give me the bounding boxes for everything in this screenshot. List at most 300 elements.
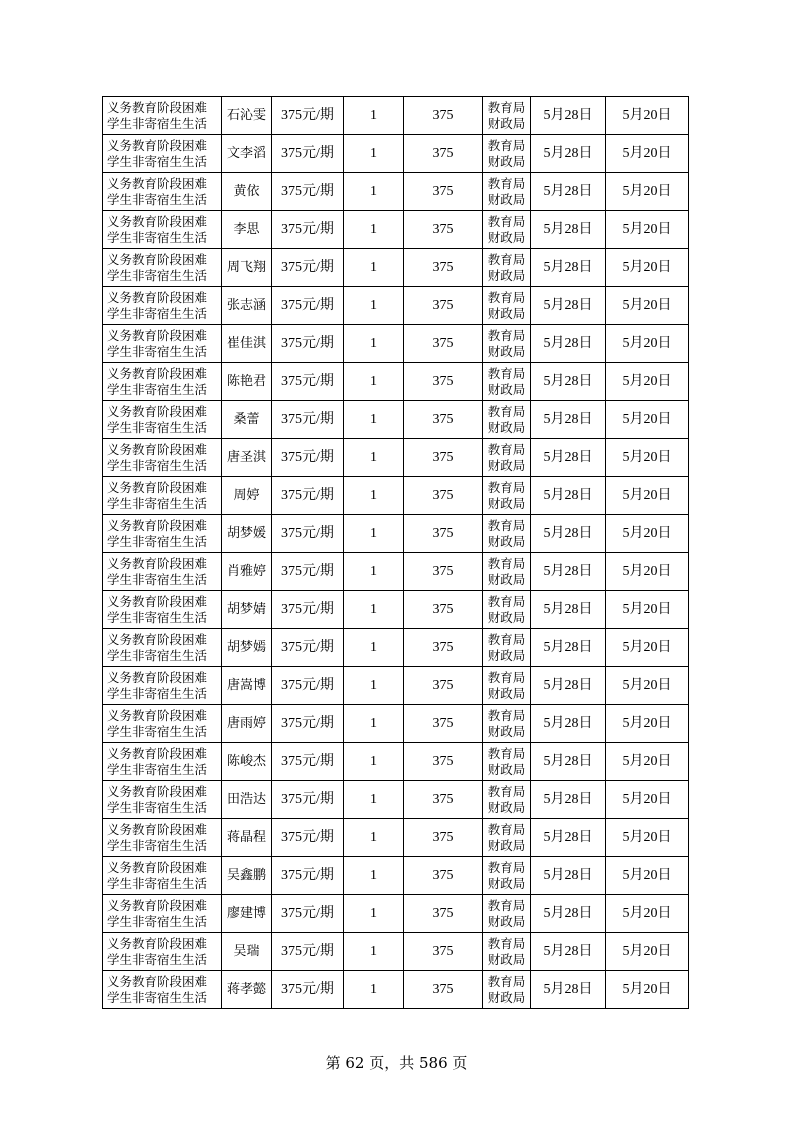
department-cell [483, 933, 531, 971]
department-line-1: 教育局 [487, 631, 526, 647]
amount-cell: 375 [404, 401, 483, 439]
project-cell [103, 933, 222, 971]
project-line-1: 义务教育阶段困难 [107, 251, 208, 267]
date-cell-2: 5月20日 [606, 439, 689, 477]
name-cell: 胡梦媛 [222, 515, 272, 553]
name-cell: 崔佳淇 [222, 325, 272, 363]
count-cell: 1 [344, 173, 404, 211]
department-line-2: 财政局 [487, 419, 526, 435]
name-cell: 唐圣淇 [222, 439, 272, 477]
department-cell [483, 135, 531, 173]
name-cell: 周婷 [222, 477, 272, 515]
project-cell [103, 363, 222, 401]
project-cell [103, 971, 222, 1009]
standard-cell: 375元/期 [272, 933, 344, 971]
amount-cell: 375 [404, 553, 483, 591]
name-cell: 李思 [222, 211, 272, 249]
project-line-1: 义务教育阶段困难 [107, 555, 208, 571]
name-cell: 陈峻杰 [222, 743, 272, 781]
date-cell-1: 5月28日 [531, 971, 606, 1009]
date-cell-1: 5月28日 [531, 249, 606, 287]
name-cell: 桑蕾 [222, 401, 272, 439]
name-cell: 黄依 [222, 173, 272, 211]
standard-cell: 375元/期 [272, 857, 344, 895]
standard-cell: 375元/期 [272, 477, 344, 515]
project-line-1: 义务教育阶段困难 [107, 99, 208, 115]
count-cell: 1 [344, 781, 404, 819]
date-cell-2: 5月20日 [606, 705, 689, 743]
project-line-2: 学生非寄宿生生活 [107, 571, 208, 587]
amount-cell: 375 [404, 325, 483, 363]
standard-cell: 375元/期 [272, 667, 344, 705]
count-cell: 1 [344, 135, 404, 173]
count-cell: 1 [344, 363, 404, 401]
project-line-2: 学生非寄宿生生活 [107, 419, 208, 435]
date-cell-2: 5月20日 [606, 97, 689, 135]
department-cell [483, 173, 531, 211]
date-cell-2: 5月20日 [606, 287, 689, 325]
project-cell [103, 401, 222, 439]
date-cell-1: 5月28日 [531, 895, 606, 933]
department-line-1: 教育局 [487, 555, 526, 571]
amount-cell: 375 [404, 667, 483, 705]
date-cell-1: 5月28日 [531, 743, 606, 781]
amount-cell: 375 [404, 211, 483, 249]
date-cell-1: 5月28日 [531, 819, 606, 857]
date-cell-1: 5月28日 [531, 325, 606, 363]
amount-cell: 375 [404, 629, 483, 667]
name-cell: 蒋孝懿 [222, 971, 272, 1009]
table-body [103, 97, 689, 1009]
date-cell-1: 5月28日 [531, 363, 606, 401]
name-cell: 廖建博 [222, 895, 272, 933]
project-line-2: 学生非寄宿生生活 [107, 495, 208, 511]
project-cell [103, 97, 222, 135]
date-cell-2: 5月20日 [606, 667, 689, 705]
count-cell: 1 [344, 705, 404, 743]
department-line-2: 财政局 [487, 647, 526, 663]
date-cell-2: 5月20日 [606, 629, 689, 667]
standard-cell: 375元/期 [272, 287, 344, 325]
project-line-2: 学生非寄宿生生活 [107, 229, 208, 245]
name-cell: 张志涵 [222, 287, 272, 325]
date-cell-1: 5月28日 [531, 401, 606, 439]
count-cell: 1 [344, 591, 404, 629]
table-row [103, 249, 689, 287]
project-line-2: 学生非寄宿生生活 [107, 533, 208, 549]
project-line-2: 学生非寄宿生生活 [107, 191, 208, 207]
table-row [103, 819, 689, 857]
department-line-1: 教育局 [487, 441, 526, 457]
date-cell-2: 5月20日 [606, 477, 689, 515]
department-line-2: 财政局 [487, 761, 526, 777]
date-cell-2: 5月20日 [606, 591, 689, 629]
project-line-2: 学生非寄宿生生活 [107, 343, 208, 359]
date-cell-2: 5月20日 [606, 819, 689, 857]
department-cell [483, 249, 531, 287]
date-cell-1: 5月28日 [531, 705, 606, 743]
amount-cell: 375 [404, 439, 483, 477]
project-line-1: 义务教育阶段困难 [107, 897, 208, 913]
department-cell [483, 553, 531, 591]
amount-cell: 375 [404, 173, 483, 211]
department-line-1: 教育局 [487, 251, 526, 267]
department-line-2: 财政局 [487, 153, 526, 169]
department-cell [483, 477, 531, 515]
department-line-2: 财政局 [487, 875, 526, 891]
page-footer: 第 62 页，共 586 页 [325, 1054, 468, 1072]
date-cell-2: 5月20日 [606, 781, 689, 819]
date-cell-2: 5月20日 [606, 857, 689, 895]
project-cell [103, 477, 222, 515]
department-line-2: 财政局 [487, 571, 526, 587]
department-line-1: 教育局 [487, 137, 526, 153]
department-cell [483, 401, 531, 439]
amount-cell: 375 [404, 743, 483, 781]
name-cell: 唐雨婷 [222, 705, 272, 743]
project-line-1: 义务教育阶段困难 [107, 821, 208, 837]
date-cell-2: 5月20日 [606, 211, 689, 249]
count-cell: 1 [344, 933, 404, 971]
date-cell-1: 5月28日 [531, 667, 606, 705]
department-line-1: 教育局 [487, 517, 526, 533]
table-row [103, 515, 689, 553]
standard-cell: 375元/期 [272, 439, 344, 477]
project-line-2: 学生非寄宿生生活 [107, 913, 208, 929]
amount-cell: 375 [404, 971, 483, 1009]
project-line-2: 学生非寄宿生生活 [107, 381, 208, 397]
project-line-2: 学生非寄宿生生活 [107, 267, 208, 283]
name-cell: 文李滔 [222, 135, 272, 173]
project-line-2: 学生非寄宿生生活 [107, 723, 208, 739]
project-cell [103, 857, 222, 895]
project-cell [103, 629, 222, 667]
count-cell: 1 [344, 857, 404, 895]
count-cell: 1 [344, 287, 404, 325]
table-row [103, 895, 689, 933]
department-cell [483, 629, 531, 667]
table-row [103, 287, 689, 325]
project-line-2: 学生非寄宿生生活 [107, 951, 208, 967]
department-line-1: 教育局 [487, 175, 526, 191]
name-cell: 吴鑫鹏 [222, 857, 272, 895]
department-line-2: 财政局 [487, 799, 526, 815]
standard-cell: 375元/期 [272, 515, 344, 553]
table-row [103, 971, 689, 1009]
department-cell [483, 781, 531, 819]
date-cell-1: 5月28日 [531, 781, 606, 819]
count-cell: 1 [344, 743, 404, 781]
project-line-2: 学生非寄宿生生活 [107, 685, 208, 701]
name-cell: 田浩达 [222, 781, 272, 819]
standard-cell: 375元/期 [272, 705, 344, 743]
standard-cell: 375元/期 [272, 325, 344, 363]
amount-cell: 375 [404, 819, 483, 857]
amount-cell: 375 [404, 477, 483, 515]
department-line-2: 财政局 [487, 115, 526, 131]
standard-cell: 375元/期 [272, 401, 344, 439]
table-row [103, 97, 689, 135]
department-line-2: 财政局 [487, 989, 526, 1005]
project-line-1: 义务教育阶段困难 [107, 631, 208, 647]
project-line-1: 义务教育阶段困难 [107, 479, 208, 495]
project-line-1: 义务教育阶段困难 [107, 365, 208, 381]
department-cell [483, 515, 531, 553]
date-cell-1: 5月28日 [531, 553, 606, 591]
department-cell [483, 591, 531, 629]
date-cell-1: 5月28日 [531, 439, 606, 477]
name-cell: 蒋晶程 [222, 819, 272, 857]
department-cell [483, 439, 531, 477]
table-row [103, 743, 689, 781]
project-cell [103, 705, 222, 743]
department-line-2: 财政局 [487, 267, 526, 283]
standard-cell: 375元/期 [272, 895, 344, 933]
standard-cell: 375元/期 [272, 211, 344, 249]
name-cell: 陈艳君 [222, 363, 272, 401]
standard-cell: 375元/期 [272, 553, 344, 591]
standard-cell: 375元/期 [272, 173, 344, 211]
department-line-2: 财政局 [487, 457, 526, 473]
count-cell: 1 [344, 249, 404, 287]
table-row [103, 553, 689, 591]
department-line-2: 财政局 [487, 609, 526, 625]
table-row [103, 173, 689, 211]
subsidy-table [102, 96, 689, 1009]
department-line-1: 教育局 [487, 707, 526, 723]
count-cell: 1 [344, 895, 404, 933]
count-cell: 1 [344, 667, 404, 705]
count-cell: 1 [344, 819, 404, 857]
project-line-1: 义务教育阶段困难 [107, 935, 208, 951]
date-cell-2: 5月20日 [606, 401, 689, 439]
table-row [103, 591, 689, 629]
project-line-2: 学生非寄宿生生活 [107, 609, 208, 625]
date-cell-2: 5月20日 [606, 553, 689, 591]
date-cell-2: 5月20日 [606, 743, 689, 781]
project-cell [103, 895, 222, 933]
table-row [103, 325, 689, 363]
table-row [103, 857, 689, 895]
department-line-2: 财政局 [487, 685, 526, 701]
department-line-2: 财政局 [487, 343, 526, 359]
standard-cell: 375元/期 [272, 249, 344, 287]
department-line-2: 财政局 [487, 913, 526, 929]
amount-cell: 375 [404, 287, 483, 325]
project-line-1: 义务教育阶段困难 [107, 441, 208, 457]
department-cell [483, 971, 531, 1009]
count-cell: 1 [344, 401, 404, 439]
department-line-1: 教育局 [487, 327, 526, 343]
date-cell-1: 5月28日 [531, 629, 606, 667]
date-cell-1: 5月28日 [531, 173, 606, 211]
name-cell: 周飞翔 [222, 249, 272, 287]
department-cell [483, 667, 531, 705]
project-line-1: 义务教育阶段困难 [107, 327, 208, 343]
department-line-1: 教育局 [487, 593, 526, 609]
count-cell: 1 [344, 477, 404, 515]
date-cell-1: 5月28日 [531, 211, 606, 249]
table-row [103, 439, 689, 477]
project-cell [103, 515, 222, 553]
count-cell: 1 [344, 211, 404, 249]
department-cell [483, 743, 531, 781]
standard-cell: 375元/期 [272, 135, 344, 173]
table-row [103, 401, 689, 439]
project-line-2: 学生非寄宿生生活 [107, 457, 208, 473]
department-line-1: 教育局 [487, 669, 526, 685]
project-line-1: 义务教育阶段困难 [107, 669, 208, 685]
department-line-1: 教育局 [487, 783, 526, 799]
count-cell: 1 [344, 97, 404, 135]
amount-cell: 375 [404, 135, 483, 173]
project-line-1: 义务教育阶段困难 [107, 783, 208, 799]
department-line-2: 财政局 [487, 837, 526, 853]
project-line-1: 义务教育阶段困难 [107, 859, 208, 875]
count-cell: 1 [344, 439, 404, 477]
standard-cell: 375元/期 [272, 363, 344, 401]
date-cell-2: 5月20日 [606, 895, 689, 933]
table-row [103, 667, 689, 705]
standard-cell: 375元/期 [272, 591, 344, 629]
department-line-2: 财政局 [487, 229, 526, 245]
department-line-1: 教育局 [487, 821, 526, 837]
table-row [103, 135, 689, 173]
date-cell-2: 5月20日 [606, 249, 689, 287]
standard-cell: 375元/期 [272, 743, 344, 781]
project-line-1: 义务教育阶段困难 [107, 403, 208, 419]
department-line-1: 教育局 [487, 859, 526, 875]
department-line-2: 财政局 [487, 381, 526, 397]
project-line-2: 学生非寄宿生生活 [107, 837, 208, 853]
department-line-1: 教育局 [487, 479, 526, 495]
project-cell [103, 249, 222, 287]
project-line-2: 学生非寄宿生生活 [107, 647, 208, 663]
project-line-1: 义务教育阶段困难 [107, 745, 208, 761]
project-line-2: 学生非寄宿生生活 [107, 153, 208, 169]
table-row [103, 933, 689, 971]
project-cell [103, 287, 222, 325]
amount-cell: 375 [404, 895, 483, 933]
department-cell [483, 325, 531, 363]
department-cell [483, 895, 531, 933]
amount-cell: 375 [404, 933, 483, 971]
amount-cell: 375 [404, 97, 483, 135]
department-cell [483, 705, 531, 743]
department-line-1: 教育局 [487, 897, 526, 913]
table-row [103, 211, 689, 249]
amount-cell: 375 [404, 249, 483, 287]
department-line-1: 教育局 [487, 213, 526, 229]
standard-cell: 375元/期 [272, 971, 344, 1009]
project-cell [103, 553, 222, 591]
project-line-1: 义务教育阶段困难 [107, 137, 208, 153]
amount-cell: 375 [404, 705, 483, 743]
department-cell [483, 287, 531, 325]
date-cell-2: 5月20日 [606, 515, 689, 553]
department-line-1: 教育局 [487, 403, 526, 419]
date-cell-1: 5月28日 [531, 135, 606, 173]
date-cell-1: 5月28日 [531, 515, 606, 553]
project-cell [103, 591, 222, 629]
project-line-1: 义务教育阶段困难 [107, 517, 208, 533]
date-cell-2: 5月20日 [606, 363, 689, 401]
department-line-2: 财政局 [487, 951, 526, 967]
project-line-1: 义务教育阶段困难 [107, 289, 208, 305]
project-line-1: 义务教育阶段困难 [107, 213, 208, 229]
project-cell [103, 667, 222, 705]
name-cell: 唐嵩博 [222, 667, 272, 705]
project-cell [103, 743, 222, 781]
project-cell [103, 173, 222, 211]
department-line-2: 财政局 [487, 495, 526, 511]
project-cell [103, 781, 222, 819]
name-cell: 胡梦婧 [222, 591, 272, 629]
name-cell: 胡梦嫣 [222, 629, 272, 667]
department-cell [483, 211, 531, 249]
department-cell [483, 363, 531, 401]
amount-cell: 375 [404, 363, 483, 401]
date-cell-1: 5月28日 [531, 933, 606, 971]
amount-cell: 375 [404, 857, 483, 895]
project-line-2: 学生非寄宿生生活 [107, 761, 208, 777]
count-cell: 1 [344, 515, 404, 553]
department-line-2: 财政局 [487, 533, 526, 549]
standard-cell: 375元/期 [272, 97, 344, 135]
project-line-2: 学生非寄宿生生活 [107, 305, 208, 321]
project-line-1: 义务教育阶段困难 [107, 973, 208, 989]
date-cell-2: 5月20日 [606, 933, 689, 971]
date-cell-1: 5月28日 [531, 477, 606, 515]
table-row [103, 781, 689, 819]
project-line-2: 学生非寄宿生生活 [107, 875, 208, 891]
department-cell [483, 97, 531, 135]
project-line-2: 学生非寄宿生生活 [107, 115, 208, 131]
count-cell: 1 [344, 629, 404, 667]
table-row [103, 363, 689, 401]
department-line-1: 教育局 [487, 745, 526, 761]
standard-cell: 375元/期 [272, 819, 344, 857]
project-cell [103, 135, 222, 173]
department-line-1: 教育局 [487, 289, 526, 305]
count-cell: 1 [344, 971, 404, 1009]
department-line-2: 财政局 [487, 723, 526, 739]
department-line-1: 教育局 [487, 99, 526, 115]
name-cell: 肖雅婷 [222, 553, 272, 591]
amount-cell: 375 [404, 781, 483, 819]
standard-cell: 375元/期 [272, 781, 344, 819]
amount-cell: 375 [404, 591, 483, 629]
department-line-1: 教育局 [487, 973, 526, 989]
standard-cell: 375元/期 [272, 629, 344, 667]
project-cell [103, 819, 222, 857]
department-line-2: 财政局 [487, 305, 526, 321]
department-cell [483, 857, 531, 895]
project-line-1: 义务教育阶段困难 [107, 593, 208, 609]
date-cell-1: 5月28日 [531, 591, 606, 629]
project-line-1: 义务教育阶段困难 [107, 175, 208, 191]
project-line-2: 学生非寄宿生生活 [107, 799, 208, 815]
department-cell [483, 819, 531, 857]
project-cell [103, 325, 222, 363]
department-line-2: 财政局 [487, 191, 526, 207]
date-cell-2: 5月20日 [606, 325, 689, 363]
date-cell-1: 5月28日 [531, 287, 606, 325]
department-line-1: 教育局 [487, 365, 526, 381]
table-row [103, 705, 689, 743]
project-line-1: 义务教育阶段困难 [107, 707, 208, 723]
project-cell [103, 439, 222, 477]
